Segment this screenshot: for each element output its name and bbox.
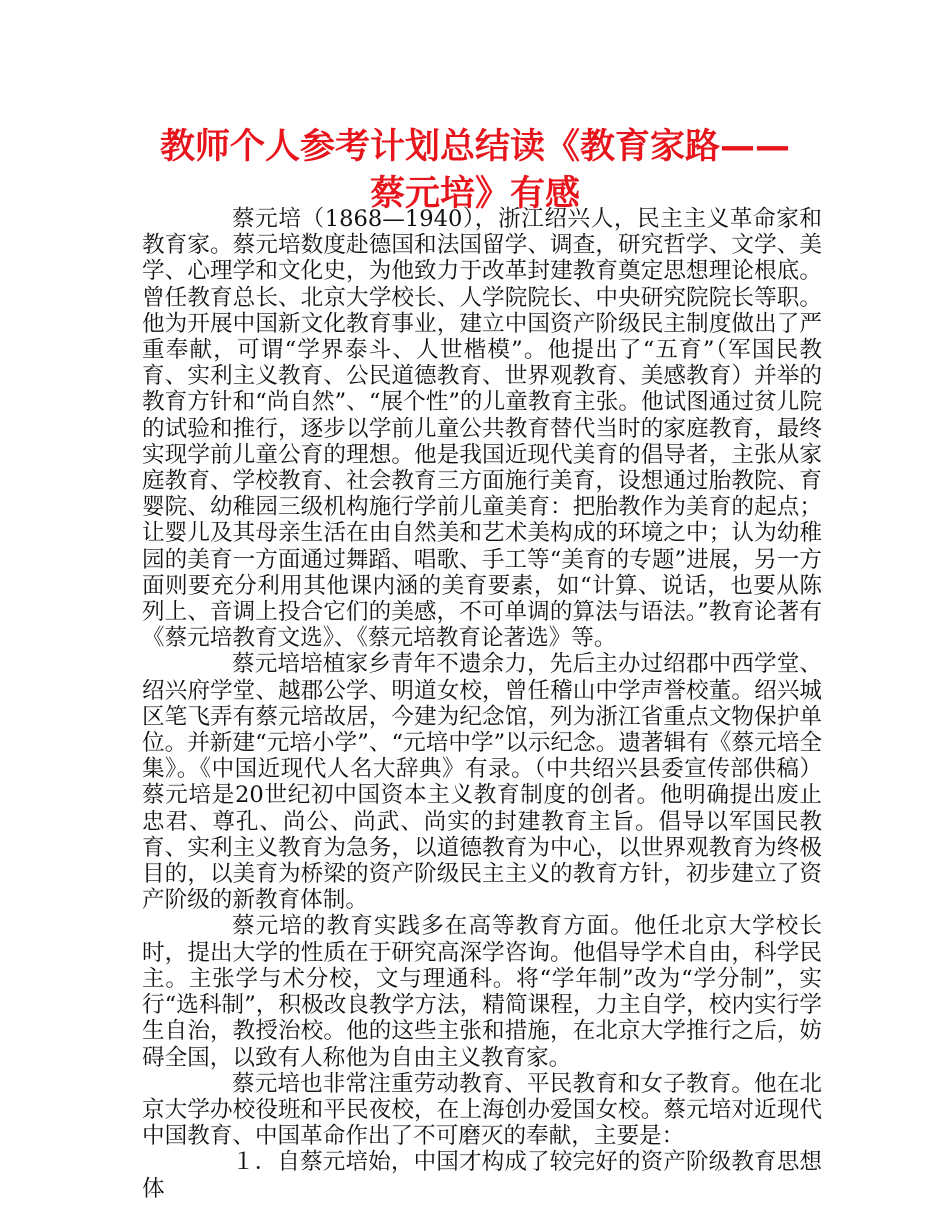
body-paragraph-3: 蔡元培的教育实践多在高等教育方面。他任北京大学校长时，提出大学的性质在于研究高深学咨询。他倡导学术自由，科学民主。主张学与术分校，文与理通科。将“学年制”改为“学分制”，实行“选科制”，积极改良教学方法，精简课程，力主自学，校内实行学生自治，教授治校。他的这些主张和措施，在北京大学推行之后，妨碍全国，以致有人称他为自由主义教育家。 (142, 913, 822, 1071)
body-paragraph-1: 蔡元培（1868—1940），浙江绍兴人，民主主义革命家和教育家。蔡元培数度赴德国和法国留学、调查，研究哲学、文学、美学、心理学和文化史，为他致力于改革封建教育奠定思想理论根底。曾任教育总长、北京大学校长、人学院院长、中央研究院院长等职。他为开展中国新文化教育事业，建立中国资产阶级民主制度做出了严重奉献，可谓“学界泰斗、人世楷模”。他提出了“五育”（军国民教育、实利主义教育、公民道德教育、世界观教育、美感教育）并举的教育方针和“尚自然”、“展个性”的儿童教育主张。他试图通过贫儿院的试验和推行，逐步以学前儿童公共教育替代当时的家庭教育，最终实现学前儿童公育的理想。他是我国近现代美育的倡导者，主张从家庭教育、学校教育、社会教育三方面施行美育，设想通过胎教院、育婴院、幼稚园三级机构施行学前儿童美育：把胎教作为美育的起点；让婴儿及其母亲生活在由自然美和艺术美构成的环境之中；认为幼稚园的美育一方面通过舞蹈、唱歌、手工等“美育的专题”进展，另一方面则要充分利用其他课内涵的美育要素，如“计算、说话，也要从陈列上、音调上投合它们的美感，不可单调的算法与语法。”教育论著有《蔡元培教育文选》、《蔡元培教育论著选》等。 (142, 206, 822, 652)
body-paragraph-4: 蔡元培也非常注重劳动教育、平民教育和女子教育。他在北京大学办校役班和平民夜校，在上海创办爱国女校。蔡元培对近现代中国教育、中国革命作出了不可磨灭的奉献，主要是： (142, 1070, 822, 1150)
document-title-line-1: 教师个人参考计划总结读《教育家路—— (159, 127, 790, 167)
document-title-line-2: 蔡元培》有感 (369, 174, 580, 214)
document-body (142, 206, 822, 1202)
body-paragraph-2: 蔡元培培植家乡青年不遗余力，先后主办过绍郡中西学堂、绍兴府学堂、越郡公学、明道女校，曾任稽山中学声誉校董。绍兴城区笔飞弄有蔡元培故居，今建为纪念馆，列为浙江省重点文物保护单位。并新建“元培小学”、“元培中学”以示纪念。遗著辑有《蔡元培全集》。《中国近现代人名大辞典》有录。（中共绍兴县委宣传部供稿）蔡元培是20世纪初中国资本主义教育制度的创者。他明确提出废止忠君、尊孔、尚公、尚武、尚实的封建教育主旨。倡导以军国民教育、实利主义教育为急务，以道德教育为中心，以世界观教育为终极目的，以美育为桥梁的资产阶级民主主义的教育方针，初步建立了资产阶级的新教育体制。 (142, 651, 822, 914)
body-paragraph-5: １．自蔡元培始，中国才构成了较完好的资产阶级教育思想体 (142, 1149, 822, 1202)
